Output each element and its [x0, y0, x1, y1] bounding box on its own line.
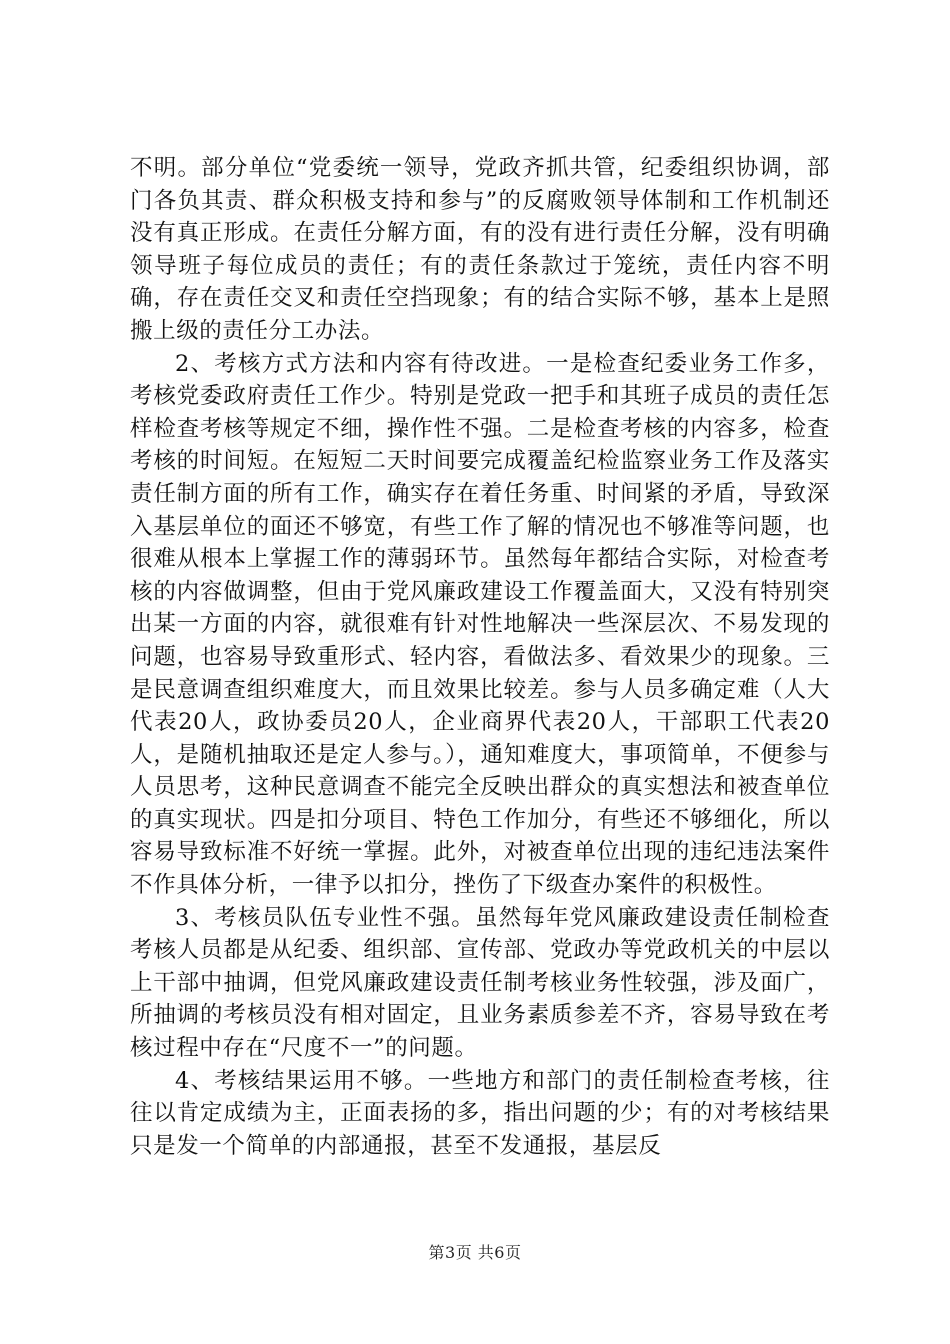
document-body	[130, 152, 830, 1162]
paragraph-continued: 不明。部分单位“党委统一领导，党政齐抓共管，纪委组织协调，部门各负其责、群众积极支持和参与”的反腐败领导体制和工作机制还没有真正形成。在责任分解方面，有的没有进行责任分解，没有明确领导班子每位成员的责任；有的责任条款过于笼统，责任内容不明确，存在责任交叉和责任空挡现象；有的结合实际不够，基本上是照搬上级的责任分工办法。	[130, 155, 830, 344]
paragraph-assessment-results: 4、考核结果运用不够。一些地方和部门的责任制检查考核，往往以肯定成绩为主，正面表扬的多，指出问题的少；有的对考核结果只是发一个简单的内部通报，甚至不发通报，基层反	[130, 1067, 830, 1159]
paragraph-assessment-methods: 2、考核方式方法和内容有待改进。一是检查纪委业务工作多，考核党委政府责任工作少。特别是党政一把手和其班子成员的责任怎样检查考核等规定不细，操作性不强。二是检查考核的内容多，检查考核的时间短。在短短二天时间要完成覆盖纪检监察业务工作及落实责任制方面的所有工作，确实存在着任务重、时间紧的矛盾，导致深入基层单位的面还不够宽，有些工作了解的情况也不够准等问题，也很难从根本上掌握工作的薄弱环节。虽然每年都结合实际，对检查考核的内容做调整，但由于党风廉政建设工作覆盖面大，又没有特别突出某一方面的内容，就很难有针对性地解决一些深层次、不易发现的问题，也容易导致重形式、轻内容，看做法多、看效果少的现象。三是民意调查组织难度大，而且效果比较差。参与人员多确定难（人大代表20人，政协委员20人，企业商界代表20人，干部职工代表20人，是随机抽取还是定人参与。），通知难度大，事项简单，不便参与人员思考，这种民意调查不能完全反映出群众的真实想法和被查单位的真实现状。四是扣分项目、特色工作加分，有些还不够细化，所以容易导致标准不好统一掌握。此外，对被查单位出现的违纪违法案件不作具体分析，一律予以扣分，挫伤了下级查办案件的积极性。	[130, 350, 830, 899]
page-footer: 第3页 共6页	[428, 1243, 522, 1262]
paragraph-assessor-team: 3、考核员队伍专业性不强。虽然每年党风廉政建设责任制检查考核人员都是从纪委、组织部、宣传部、党政办等党政机关的中层以上干部中抽调，但党风廉政建设责任制考核业务性较强，涉及面广，所抽调的考核员没有相对固定，且业务素质参差不齐，容易导致在考核过程中存在“尺度不一”的问题。	[130, 904, 830, 1062]
